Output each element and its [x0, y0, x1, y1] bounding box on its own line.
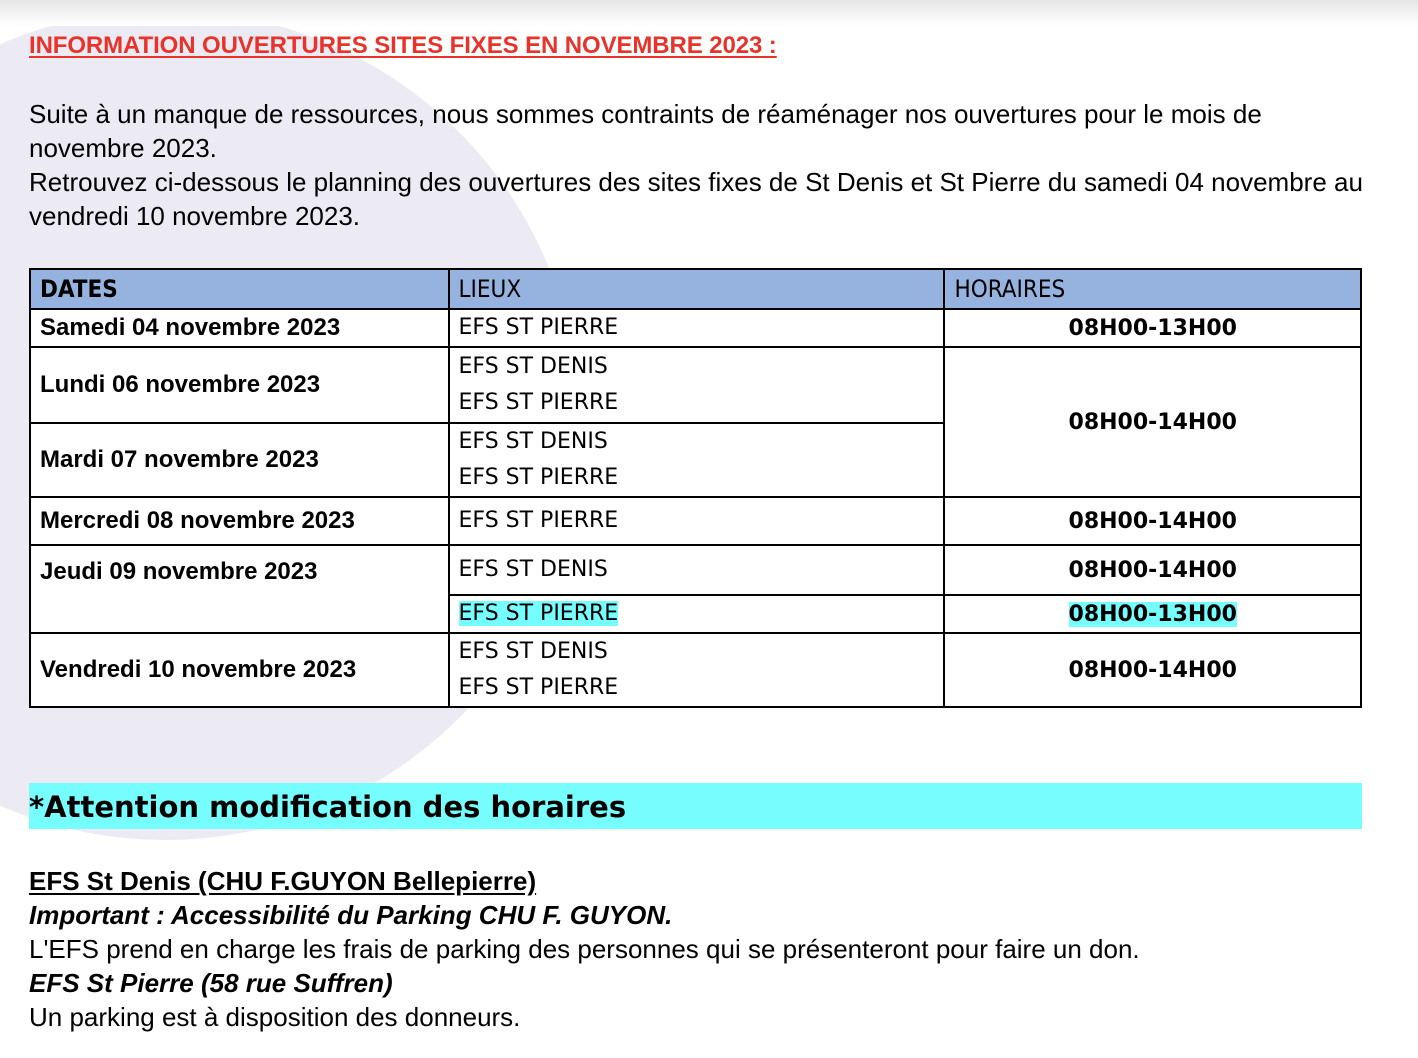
date-cell: Mardi 07 novembre 2023: [30, 423, 449, 497]
date-cell: Mercredi 08 novembre 2023: [30, 497, 449, 545]
st-pierre-text: Un parking est à disposition des donneurs.: [29, 1002, 521, 1032]
horaires-cell: [944, 595, 1361, 633]
lieu-cell: [449, 545, 945, 595]
lieu-item: EFS ST PIERRE: [458, 465, 619, 490]
st-denis-text: L'EFS prend en charge les frais de parking des personnes qui se présenteront pour faire un don.: [29, 934, 1140, 964]
lieu-item: EFS ST DENIS: [458, 354, 608, 379]
horaires-cell: 08H00-14H00: [944, 347, 1361, 497]
intro-paragraph-1: Suite à un manque de ressources, nous sommes contraints de réaménager nos ouvertures pour le mois de novembre 2023.: [29, 99, 1262, 163]
lieu-cell: [449, 347, 945, 423]
lieu-item-highlighted: EFS ST PIERRE: [458, 601, 619, 626]
lieu-cell: [449, 423, 945, 497]
lieu-item: EFS ST PIERRE: [458, 315, 619, 340]
intro-text: [29, 97, 1369, 233]
attention-banner: *Attention modification des horaires: [29, 783, 1362, 829]
lieu-item: EFS ST PIERRE: [458, 508, 619, 533]
lieu-item: EFS ST DENIS: [458, 557, 608, 582]
lieu-item: EFS ST PIERRE: [458, 675, 619, 700]
horaires-cell: 08H00-14H00: [944, 497, 1361, 545]
page-title: INFORMATION OUVERTURES SITES FIXES EN NOVEMBRE 2023 :: [29, 32, 777, 59]
important-notice: Important : Accessibilité du Parking CHU F. GUYON.: [29, 900, 673, 930]
lieu-cell: [449, 595, 945, 633]
horaires-highlighted: 08H00-13H00: [1068, 601, 1237, 627]
header-horaires: HORAIRES: [944, 269, 1361, 309]
date-cell: Jeudi 09 novembre 2023: [30, 545, 449, 633]
st-denis-heading: EFS St Denis (CHU F.GUYON Bellepierre): [29, 866, 537, 896]
date-cell: Vendredi 10 novembre 2023: [30, 633, 449, 707]
table-row: [30, 545, 1361, 595]
lieu-item: EFS ST DENIS: [458, 429, 608, 454]
st-pierre-heading: EFS St Pierre (58 rue Suffren): [29, 968, 393, 998]
notes-section: [29, 864, 1140, 1034]
table-row: [30, 633, 1361, 707]
lieu-item: EFS ST DENIS: [458, 639, 608, 664]
planning-table: [29, 268, 1362, 708]
date-cell: Samedi 04 novembre 2023: [30, 309, 449, 347]
table-header-row: [30, 269, 1361, 309]
lieu-cell: [449, 497, 945, 545]
lieu-item: EFS ST PIERRE: [458, 390, 619, 415]
header-lieux: LIEUX: [449, 269, 945, 309]
intro-paragraph-2: Retrouvez ci-dessous le planning des ouvertures des sites fixes de St Denis et St Pierre du samedi 04 novembre au vendredi 10 novembre 2023.: [29, 167, 1363, 231]
horaires-cell: 08H00-13H00: [944, 309, 1361, 347]
table-row: [30, 497, 1361, 545]
header-dates: DATES: [30, 269, 449, 309]
lieu-cell: [449, 633, 945, 707]
lieu-cell: [449, 309, 945, 347]
table-row: [30, 309, 1361, 347]
horaires-cell: 08H00-14H00: [944, 545, 1361, 595]
table-row: [30, 347, 1361, 423]
date-cell: Lundi 06 novembre 2023: [30, 347, 449, 423]
horaires-cell: 08H00-14H00: [944, 633, 1361, 707]
